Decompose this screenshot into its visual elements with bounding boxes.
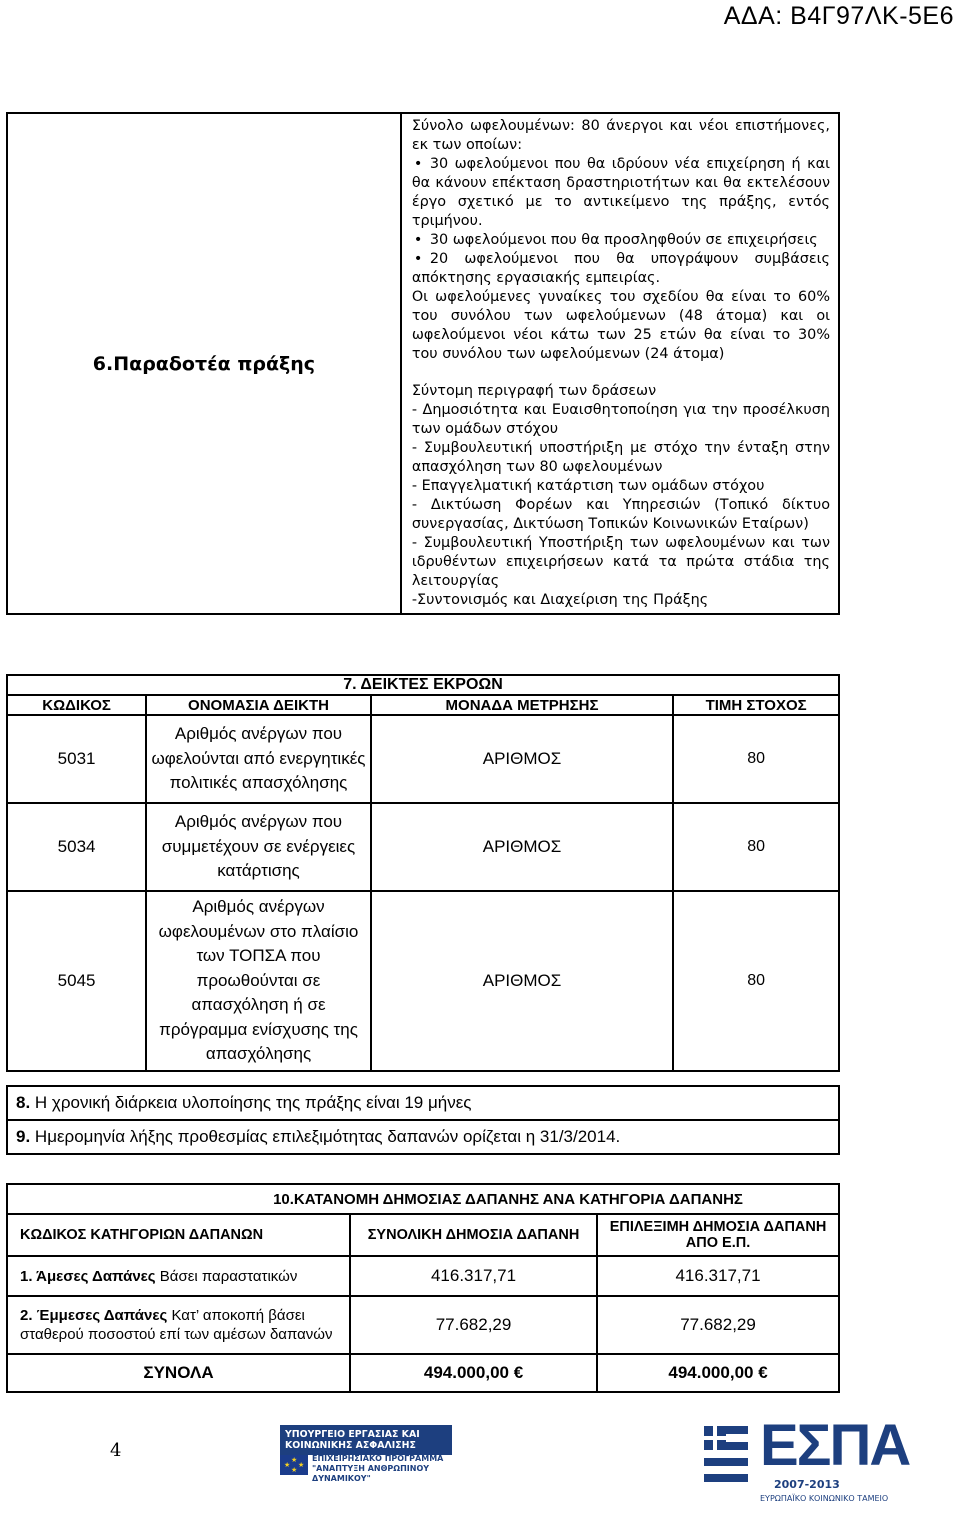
budget-category-rest: Βάσει παραστατικών [155,1267,298,1285]
espa-subtitle: ΕΥΡΩΠΑΪΚΟ ΚΟΙΝΩΝΙΚΟ ΤΑΜΕΙΟ [760,1494,889,1503]
indicator-name: Αριθμός ανέργων που ωφελούνται από ενεργητικές πολιτικές απασχόλησης [146,715,371,803]
espa-years: 2007-2013 [774,1478,840,1491]
section-10-title: 10.ΚΑΤΑΝΟΜΗ ΔΗΜΟΣΙΑΣ ΔΑΠΑΝΗΣ ΑΝΑ ΚΑΤΗΓΟΡΙΑ ΔΑΠΑΝΗΣ [7,1184,839,1214]
col-header-total: ΣΥΝΟΛΙΚΗ ΔΗΜΟΣΙΑ ΔΑΠΑΝΗ [350,1214,597,1256]
indicator-code: 5045 [7,891,146,1071]
col-header-target: ΤΙΜΗ ΣΤΟΧΟΣ [673,695,839,715]
totals-label: ΣΥΝΟΛΑ [7,1354,350,1392]
col-header-name: ΟΝΟΜΑΣΙΑ ΔΕΙΚΤΗ [146,695,371,715]
budget-totals-row [7,1354,839,1392]
section-6-label: 6.Παραδοτέα πράξης [7,113,401,614]
program-name [312,1454,452,1484]
budget-eligible: 416.317,71 [597,1256,839,1296]
budget-row [7,1256,839,1296]
section-6-table [6,112,840,615]
section-9-number: 9. [16,1127,31,1146]
indicator-target: 80 [673,715,839,803]
indicator-unit: ΑΡΙΘΜΟΣ [371,803,673,891]
espa-logo [700,1412,910,1512]
indicator-row [7,891,839,1071]
budget-total: 77.682,29 [350,1296,597,1354]
eu-flag-icon: ★ ★ ★ ★ [280,1455,308,1475]
action-item: -Συντονισμός και Διαχείριση της Πράξης [411,592,709,608]
col-header-eligible: ΕΠΙΛΕΞΙΜΗ ΔΗΜΟΣΙΑ ΔΑΠΑΝΗ ΑΠΟ Ε.Π. [597,1214,839,1256]
section-8 [7,1086,839,1120]
budget-total: 416.317,71 [350,1256,597,1296]
indicator-target: 80 [673,803,839,891]
program-line-1: ΕΠΙΧΕΙΡΗΣΙΑΚΟ ΠΡΟΓΡΑΜΜΑ [312,1454,444,1463]
section-6-body [401,113,839,614]
section-8-number: 8. [16,1093,31,1112]
bullet-item: • 30 ωφελούμενοι που θα προσληφθούν σε επιχειρήσεις [412,231,830,250]
totals-total: 494.000,00 € [350,1354,597,1392]
budget-category-bold: 1. Άμεσες Δαπάνες [20,1267,156,1285]
budget-category [7,1256,350,1296]
ada-header: ΑΔΑ: Β4Γ97ΛΚ-5Ε6 [723,2,954,30]
indicator-target: 80 [673,891,839,1071]
section-9 [7,1120,839,1154]
action-item: - Δικτύωση Φορέων και Υπηρεσιών (Τοπικό δίκτυο συνεργασίας, Δικτύωση Τοπικών Κοινωνικών Εταίρων) [411,497,830,532]
indicator-code: 5034 [7,803,146,891]
col-header-code: ΚΩΔΙΚΟΣ [7,695,146,715]
greek-flag-icon [700,1420,752,1494]
espa-wordmark: ΕΣΠΑ [760,1413,910,1478]
indicator-row [7,803,839,891]
women-paragraph: Οι ωφελούμενες γυναίκες του σχεδίου θα είναι το 60% του συνόλου των ωφελούμενων (48 άτομα) και οι ωφελούμενοι νέοι κάτω των 25 ετών θα είναι το 30% του συνόλου των ωφελούμενων (24 άτομα) [411,289,830,362]
indicator-row [7,715,839,803]
indicator-code: 5031 [7,715,146,803]
indicator-name: Αριθμός ανέργων ωφελουμένων στο πλαίσιο των ΤΟΠΣΑ που προωθούνται σε απασχόληση ή σε πρόγραμμα ενίσχυσης της απασχόλησης [146,891,371,1071]
budget-row [7,1296,839,1354]
budget-category [7,1296,350,1354]
section-10-budget-table [6,1183,840,1393]
budget-category-bold: 2. Έμμεσες Δαπάνες [20,1307,168,1324]
action-item: - Συμβουλευτική υποστήριξη με στόχο την ένταξη στην απασχόληση των 80 ωφελουμένων [411,440,830,475]
section-8-text: Η χρονική διάρκεια υλοποίησης της πράξης είναι 19 μήνες [30,1093,472,1112]
bullet-item: • 30 ωφελούμενοι που θα ιδρύουν νέα επιχείρηση ή και θα κάνουν επέκταση δραστηριοτήτων και θα εκτελέσουν έργο σχετικό με το αντικείμενο της πράξης, εντός τριμήνου. [412,155,830,231]
program-line-2: "ΑΝΑΠΤΥΞΗ ΑΝΘΡΩΠΙΝΟΥ ΔΥΝΑΜΙΚΟΥ" [312,1464,430,1483]
ministry-logo [280,1425,452,1511]
action-item: - Επαγγελματική κατάρτιση των ομάδων στόχου [411,478,765,494]
ministry-name: ΥΠΟΥΡΓΕΙΟ ΕΡΓΑΣΙΑΣ ΚΑΙ ΚΟΙΝΩΝΙΚΗΣ ΑΣΦΑΛΙΣΗΣ [280,1425,452,1455]
section-7-title: 7. ΔΕΙΚΤΕΣ ΕΚΡΟΩΝ [7,675,839,695]
actions-title: Σύντομη περιγραφή των δράσεων [411,383,657,399]
section-7-indicators-table [6,674,840,1072]
page-number: 4 [110,1440,122,1461]
col-header-unit: ΜΟΝΑΔΑ ΜΕΤΡΗΣΗΣ [371,695,673,715]
sections-8-9-table [6,1085,840,1155]
section-9-text: Ημερομηνία λήξης προθεσμίας επιλεξιμότητας δαπανών ορίζεται η 31/3/2014. [30,1127,621,1146]
totals-eligible: 494.000,00 € [597,1354,839,1392]
bullet-item: • 20 ωφελούμενοι που θα υπογράψουν συμβάσεις απόκτησης εργασιακής εμπειρίας. [412,250,830,288]
indicator-unit: ΑΡΙΘΜΟΣ [371,891,673,1071]
budget-category-rest: Κατ’ αποκοπή βάσει σταθερού ποσοστού επί των αμέσων δαπανών [20,1307,333,1343]
indicator-name: Αριθμός ανέργων που συμμετέχουν σε ενέργειες κατάρτισης [146,803,371,891]
indicator-unit: ΑΡΙΘΜΟΣ [371,715,673,803]
beneficiaries-intro: Σύνολο ωφελουμένων: 80 άνεργοι και νέοι επιστήμονες, εκ των οποίων: [411,118,830,153]
action-item: - Δημοσιότητα και Ευαισθητοποίηση για την προσέλκυση των ομάδων στόχου [411,402,830,437]
col-header-category: ΚΩΔΙΚΟΣ ΚΑΤΗΓΟΡΙΩΝ ΔΑΠΑΝΩΝ [7,1214,350,1256]
action-item: - Συμβουλευτική Υποστήριξη των ωφελουμένων και των ιδρυθέντων επιχειρήσεων κατά τα πρώτα στάδια της λειτουργίας [411,535,830,589]
budget-eligible: 77.682,29 [597,1296,839,1354]
